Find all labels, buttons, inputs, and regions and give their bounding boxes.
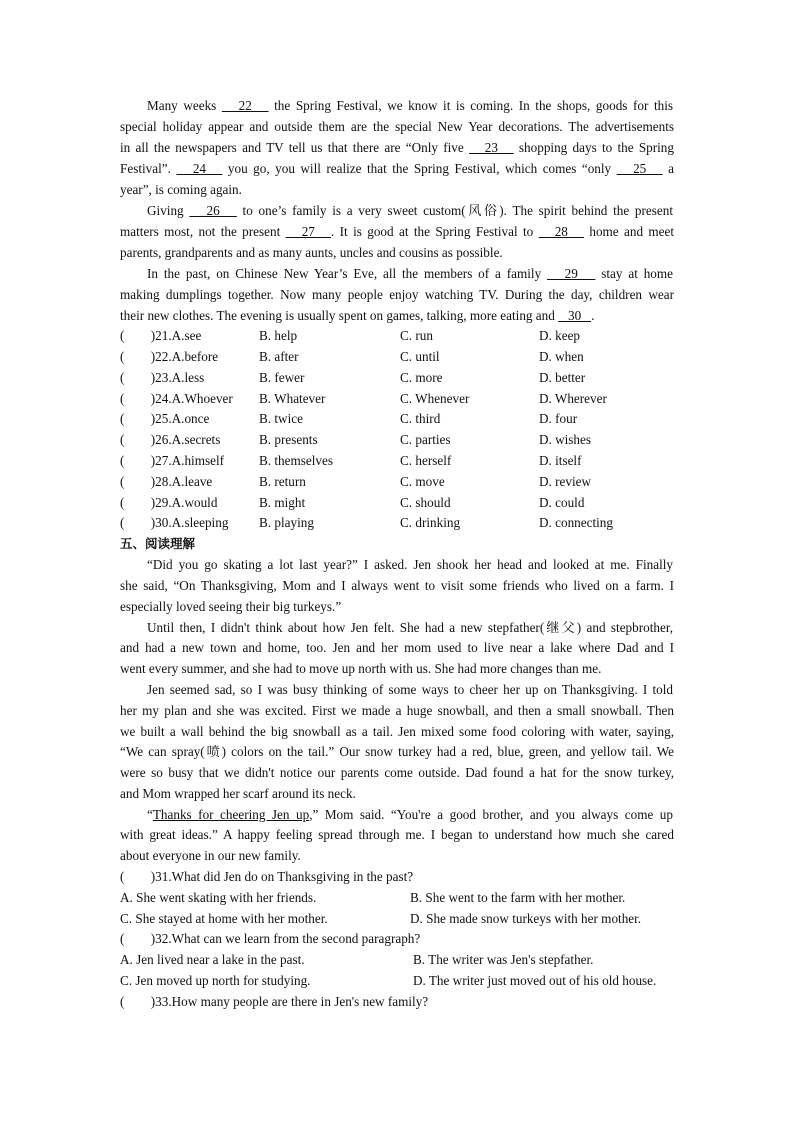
blank-22: 22: [221, 98, 269, 113]
option-a: A. Jen lived near a lake in the past.: [120, 952, 305, 967]
text-line: we built a wall behind the big snowball as a tail. Jen mixed some food coloring with water, saying,: [120, 724, 674, 739]
text-line: parents, grandparents and as many aunts, uncles and cousins as possible.: [120, 245, 503, 260]
option-c: C. until: [400, 349, 440, 364]
text-line: she said, “On Thanksgiving, Mom and I always went to visit some friends who lived on a farm. I: [120, 578, 674, 593]
option-a: ( )29.A.would: [120, 495, 218, 510]
text-line: her my plan and she was excited. First we made a huge snowball, and then a small snowball. Then: [120, 703, 674, 718]
text-line: special holiday appear and outside them are the special New Year decorations. The advertisements: [120, 119, 674, 134]
option-b: B. after: [259, 349, 299, 364]
option-d: D. could: [539, 495, 585, 510]
blank-27: 27: [285, 224, 331, 239]
option-d: D. She made snow turkeys with her mother.: [410, 911, 642, 926]
text-line: especially loved seeing their big turkeys.”: [120, 599, 342, 614]
text-line: and Mom wrapped her scarf around its neck.: [120, 786, 356, 801]
question-stem: ( )32.What can we learn from the second paragraph?: [120, 931, 421, 946]
option-c: C. run: [400, 328, 433, 343]
option-b: B. playing: [259, 515, 314, 530]
text-line: went every summer, and she had to move up north with us. She had more changes than me.: [120, 661, 602, 676]
option-b: B. return: [259, 474, 306, 489]
option-c: C. move: [400, 474, 445, 489]
text-line: year”, is coming again.: [120, 182, 242, 197]
option-a: ( )22.A.before: [120, 349, 219, 364]
text-line: matters most, not the present 27 . It is good at the Spring Festival to 28 home and meet: [120, 224, 675, 239]
option-a: ( )27.A.himself: [120, 453, 225, 468]
question-stem: ( )33.How many people are there in Jen's new family?: [120, 994, 429, 1009]
option-d: D. review: [539, 474, 591, 489]
blank-29: 29: [547, 266, 596, 281]
option-c: C. third: [400, 411, 441, 426]
text-line: Until then, I didn't think about how Jen felt. She had a new stepfather(继父) and stepbrother,: [147, 620, 673, 635]
option-a: ( )21.A.see: [120, 328, 202, 343]
blank-28: 28: [538, 224, 584, 239]
option-c: C. She stayed at home with her mother.: [120, 911, 328, 926]
option-c: C. drinking: [400, 515, 461, 530]
text-line: Giving 26 to one’s family is a very sweet custom(风俗). The spirit behind the present: [147, 203, 674, 218]
blank-30: 30: [558, 308, 592, 323]
option-c: C. more: [400, 370, 443, 385]
option-b: B. help: [259, 328, 298, 343]
text-line: with great ideas.” A happy feeling spread through me. I began to understand how much she cared: [120, 827, 674, 842]
option-c: C. should: [400, 495, 451, 510]
option-d: D. The writer just moved out of his old house.: [413, 973, 657, 988]
blank-23: 23: [468, 140, 514, 155]
option-a: ( )26.A.secrets: [120, 432, 221, 447]
option-d: D. keep: [539, 328, 581, 343]
option-c: C. parties: [400, 432, 451, 447]
option-d: D. itself: [539, 453, 582, 468]
text-line: Jen seemed sad, so I was busy thinking of some ways to cheer her up on Thanksgiving. I told: [147, 682, 673, 697]
text-line: in all the newspapers and TV tell us that there are “Only five 23 shopping days to the Spring: [120, 140, 674, 155]
text-line: and had a new town and home, too. Jen and her mom used to live near a lake where Dad and I: [120, 640, 674, 655]
option-b: B. fewer: [259, 370, 305, 385]
option-b: B. Whatever: [259, 391, 326, 406]
text-line: their new clothes. The evening is usually spent on games, talking, more eating and 30 .: [120, 308, 595, 323]
text-line: were so busy that we didn't notice our parents come outside. Dad found a hat for the snow turkey,: [120, 765, 674, 780]
blank-24: 24: [176, 161, 223, 176]
option-b: B. themselves: [259, 453, 333, 468]
option-c: C. Whenever: [400, 391, 470, 406]
option-a: ( )24.A.Whoever: [120, 391, 233, 406]
text-line: making dumplings together. Now many people enjoy watching TV. During the day, children wear: [120, 287, 674, 302]
option-b: B. presents: [259, 432, 318, 447]
option-b: B. twice: [259, 411, 303, 426]
text-line: “Thanks for cheering Jen up,” Mom said. “You're a good brother, and you always come up: [147, 807, 673, 822]
section-heading: 五、阅读理解: [120, 536, 196, 551]
option-d: D. four: [539, 411, 578, 426]
option-a: ( )25.A.once: [120, 411, 210, 426]
option-b: B. The writer was Jen's stepfather.: [413, 952, 594, 967]
blank-26: 26: [189, 203, 237, 218]
text-line: “Did you go skating a lot last year?” I asked. Jen shook her head and looked at me. Finally: [147, 557, 673, 572]
option-b: B. might: [259, 495, 306, 510]
option-d: D. wishes: [539, 432, 592, 447]
option-d: D. Wherever: [539, 391, 607, 406]
option-c: C. herself: [400, 453, 452, 468]
text-line: Festival”. 24 you go, you will realize that the Spring Festival, which comes “only 25 a: [120, 161, 675, 176]
option-a: ( )28.A.leave: [120, 474, 213, 489]
text-line: “We can spray(喷) colors on the tail.” Our snow turkey had a red, blue, green, and yellow tail. We: [120, 744, 674, 759]
option-a: ( )30.A.sleeping: [120, 515, 229, 530]
underlined-phrase: Thanks for cheering Jen up: [152, 807, 310, 822]
option-d: D. when: [539, 349, 584, 364]
question-stem: ( )31.What did Jen do on Thanksgiving in the past?: [120, 869, 414, 884]
option-d: D. connecting: [539, 515, 613, 530]
option-b: B. She went to the farm with her mother.: [410, 890, 626, 905]
blank-25: 25: [616, 161, 663, 176]
option-d: D. better: [539, 370, 586, 385]
option-a: A. She went skating with her friends.: [120, 890, 317, 905]
text-line: Many weeks 22 the Spring Festival, we know it is coming. In the shops, goods for this: [147, 98, 674, 113]
option-c: C. Jen moved up north for studying.: [120, 973, 311, 988]
text-line: about everyone in our new family.: [120, 848, 301, 863]
text-line: In the past, on Chinese New Year’s Eve, all the members of a family 29 stay at home: [147, 266, 674, 281]
option-a: ( )23.A.less: [120, 370, 205, 385]
